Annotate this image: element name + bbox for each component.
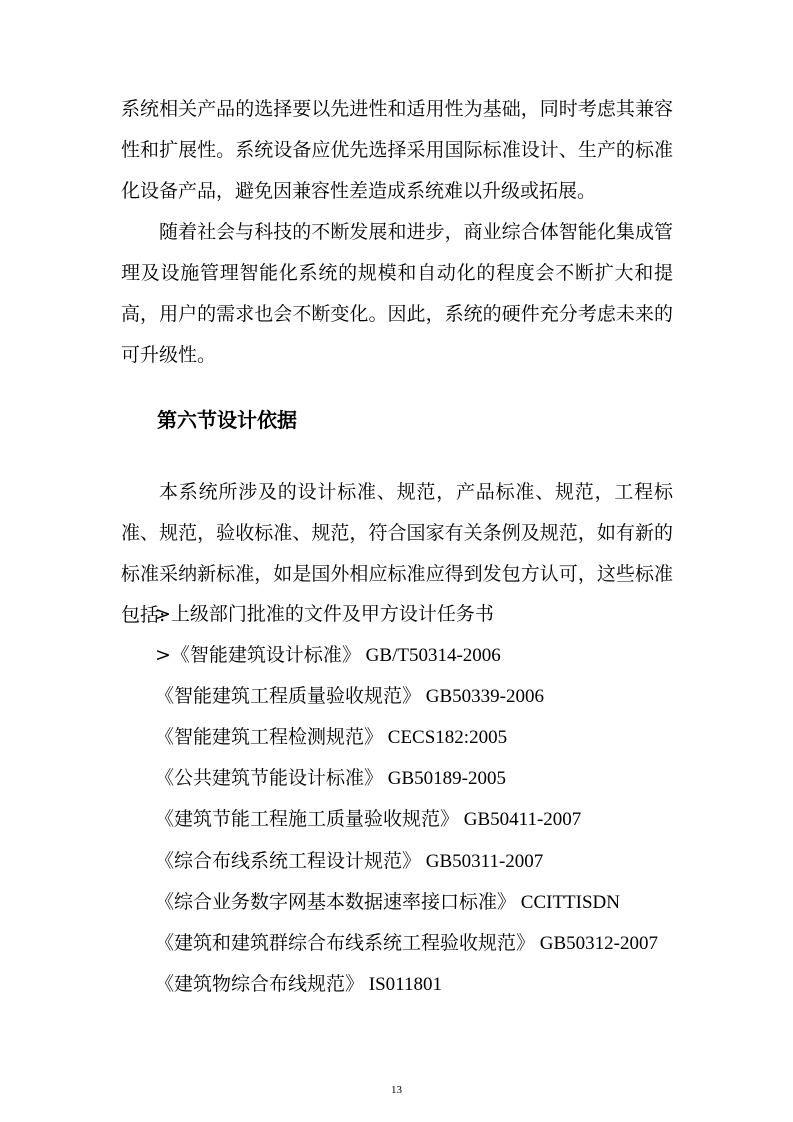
standard-item: [155, 882, 715, 923]
paragraph-compatibility: 系统相关产品的选择要以先进性和适用性为基础，同时考虑其兼容性和扩展性。系统设备应优先选择采用国际标准设计、生产的标准化设备产品，避免因兼容性差造成系统难以升级或拓展。: [121, 98, 673, 202]
section-heading: 第六节设计依据: [157, 408, 297, 432]
paragraph-design-basis: 本系统所涉及的设计标准、规范，产品标准、规范，工程标准、规范，验收标准、规范，符合国家有关条例及规范，如有新的标准采纳新标准，如是国外相应标准应得到发包方认可，这些标准包括:: [121, 481, 673, 626]
standard-title: >《智能建筑设计标准》: [155, 644, 361, 667]
standard-title: 《智能建筑工程检测规范》: [155, 726, 384, 749]
standard-item: [155, 758, 715, 799]
standard-title: 《综合业务数字网基本数据速率接口标准》: [155, 890, 517, 913]
standard-title: >上级部门批准的文件及甲方设计任务书: [155, 603, 494, 625]
standard-item: [155, 594, 715, 635]
standard-title: 《建筑和建筑群综合布线系统工程验收规范》: [155, 931, 536, 954]
standard-code: CCITTISDN: [516, 891, 620, 913]
page-number: 13: [391, 1084, 402, 1096]
standard-code: GB/T50314-2006: [360, 645, 501, 667]
standards-list: [155, 594, 715, 1005]
standard-code: IS011801: [364, 973, 442, 995]
standard-code: GB50189-2005: [383, 768, 506, 790]
standard-item: [155, 923, 715, 964]
standard-code: GB50339-2006: [421, 686, 544, 708]
standard-title: 《建筑物综合布线规范》: [155, 972, 365, 995]
standard-item: [155, 635, 715, 676]
standard-code: GB50311-2007: [421, 850, 544, 872]
standard-item: [155, 841, 715, 882]
standard-code: GB50411-2007: [459, 809, 582, 831]
standard-item: [155, 799, 715, 840]
paragraph-scalability: 随着社会与科技的不断发展和进步，商业综合体智能化集成管理及设施管理智能化系统的规模和自动化的程度会不断扩大和提高，用户的需求也会不断变化。因此，系统的硬件充分考虑未来的可升级性。: [121, 221, 673, 366]
standard-item: [155, 964, 715, 1005]
standard-title: 《公共建筑节能设计标准》: [155, 767, 384, 790]
standard-title: 《综合布线系统工程设计规范》: [155, 849, 422, 872]
standard-item: [155, 717, 715, 758]
standard-code: GB50312-2007: [535, 932, 658, 954]
standard-title: 《智能建筑工程质量验收规范》: [155, 685, 422, 708]
standard-title: 《建筑节能工程施工质量验收规范》: [155, 808, 460, 831]
standard-code: CECS182:2005: [383, 727, 508, 749]
standard-item: [155, 676, 715, 717]
